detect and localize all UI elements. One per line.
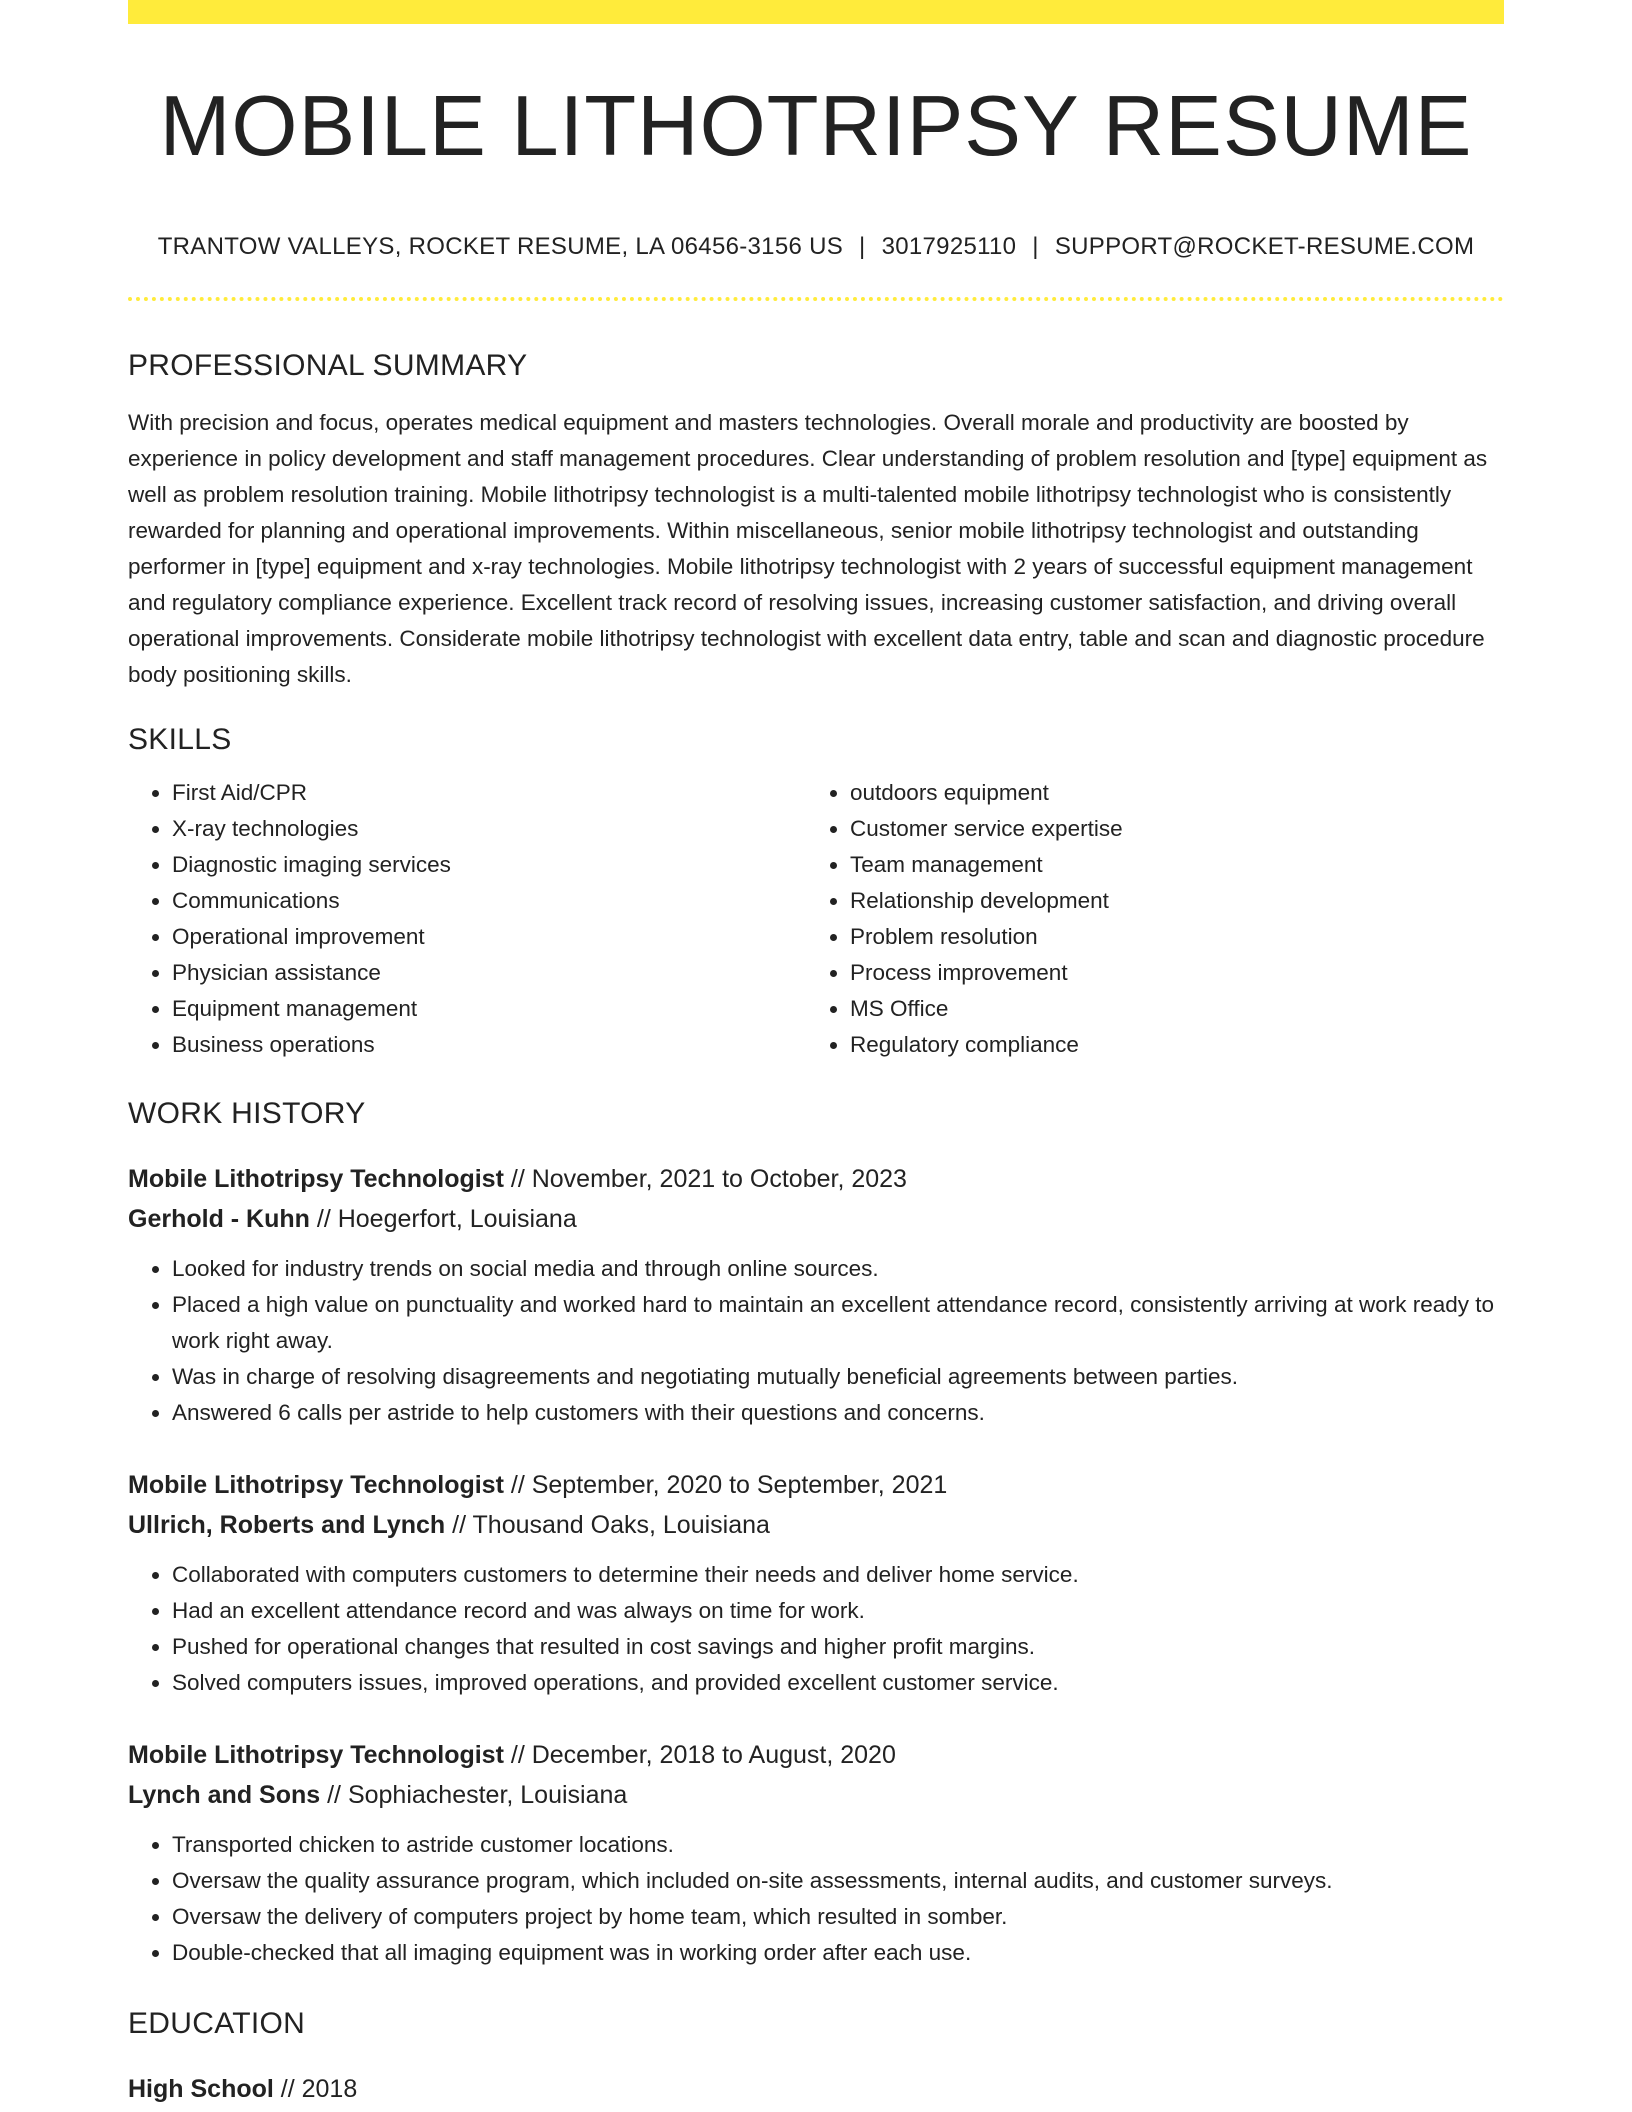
job-dates: // September, 2020 to September, 2021 xyxy=(503,1471,948,1499)
dotted-divider xyxy=(128,297,1504,301)
skill-item: • Operational improvement xyxy=(172,919,806,955)
job-bullet: • Was in charge of resolving disagreements and negotiating mutually beneficial agreements between parties. xyxy=(172,1359,1504,1395)
summary-heading: PROFESSIONAL SUMMARY xyxy=(128,349,528,382)
job-bullets xyxy=(128,1251,1504,1431)
contact-address: TRANTOW VALLEYS, ROCKET RESUME, LA 06456-3156 US xyxy=(157,233,844,260)
skill-item: • Physician assistance xyxy=(172,955,806,991)
skill-item: • Problem resolution xyxy=(850,919,1484,955)
resume-page xyxy=(128,0,1504,2109)
job-company: Lynch and Sons xyxy=(128,1781,321,1809)
skills-heading: SKILLS xyxy=(128,723,232,756)
contact-separator: | xyxy=(1032,233,1039,260)
skill-item: • outdoors equipment xyxy=(850,775,1484,811)
job-entry xyxy=(128,1159,1504,1431)
contact-separator: | xyxy=(859,233,866,260)
job-company: Gerhold - Kuhn xyxy=(128,1205,310,1233)
job-bullet: • Solved computers issues, improved operations, and provided excellent customer service. xyxy=(172,1665,1504,1701)
job-bullet: • Answered 6 calls per astride to help customers with their questions and concerns. xyxy=(172,1395,1504,1431)
job-company-line xyxy=(128,1775,1504,1815)
education-year: // 2018 xyxy=(273,2075,358,2103)
skill-item: • Customer service expertise xyxy=(850,811,1484,847)
skill-item: • X-ray technologies xyxy=(172,811,806,847)
job-bullet: • Pushed for operational changes that resulted in cost savings and higher profit margins. xyxy=(172,1629,1504,1665)
skill-item: • Diagnostic imaging services xyxy=(172,847,806,883)
skill-item: • MS Office xyxy=(850,991,1484,1027)
job-bullets xyxy=(128,1827,1504,1971)
job-dates: // December, 2018 to August, 2020 xyxy=(503,1741,896,1769)
job-bullet: • Oversaw the quality assurance program, which included on-site assessments, internal audits, and customer surveys. xyxy=(172,1863,1504,1899)
skill-item: • Team management xyxy=(850,847,1484,883)
skill-item: • Communications xyxy=(172,883,806,919)
job-title-line xyxy=(128,1735,1504,1775)
contact-line xyxy=(128,235,1504,259)
job-bullet: • Had an excellent attendance record and was always on time for work. xyxy=(172,1593,1504,1629)
job-bullet: • Looked for industry trends on social media and through online sources. xyxy=(172,1251,1504,1287)
job-entry xyxy=(128,1465,1504,1701)
education-entry xyxy=(128,2069,1504,2109)
job-company-line xyxy=(128,1199,1504,1239)
contact-phone: 3017925110 xyxy=(881,233,1017,260)
job-bullet: • Placed a high value on punctuality and worked hard to maintain an excellent attendance record, consistently arriving at work ready to work right away. xyxy=(172,1287,1504,1359)
education-degree: High School xyxy=(128,2075,274,2103)
job-title: Mobile Lithotripsy Technologist xyxy=(128,1471,504,1499)
skill-item: • Business operations xyxy=(172,1027,806,1063)
skill-item: • Equipment management xyxy=(172,991,806,1027)
top-accent-bar xyxy=(128,0,1504,24)
work-history-heading: WORK HISTORY xyxy=(128,1097,366,1130)
job-bullets xyxy=(128,1557,1504,1701)
skill-item: • Regulatory compliance xyxy=(850,1027,1484,1063)
job-title-line xyxy=(128,1159,1504,1199)
job-bullet: • Collaborated with computers customers to determine their needs and deliver home service. xyxy=(172,1557,1504,1593)
resume-title: MOBILE LITHOTRIPSY RESUME xyxy=(159,79,1473,174)
job-company-line xyxy=(128,1505,1504,1545)
skill-item: • Relationship development xyxy=(850,883,1484,919)
skills-list-left xyxy=(128,775,806,1063)
job-title: Mobile Lithotripsy Technologist xyxy=(128,1741,504,1769)
job-entry xyxy=(128,1735,1504,1971)
contact-email: SUPPORT@ROCKET-RESUME.COM xyxy=(1054,233,1475,260)
education-heading: EDUCATION xyxy=(128,2007,306,2040)
job-location: // Sophiachester, Louisiana xyxy=(320,1781,628,1809)
summary-text: With precision and focus, operates medical equipment and masters technologies. Overall morale and productivity are boosted by experience in policy development and staff management procedures. Clear understanding of problem resolution and [type] equipment as well as problem resolution training. Mobile lithotripsy technologist is a multi-talented mobile lithotripsy technologist who is consistently rewarded for planning and operational improvements. Within miscellaneous, senior mobile lithotripsy technologist and outstanding performer in [type] equipment and x-ray technologies. Mobile lithotripsy technologist with 2 years of successful equipment management and regulatory compliance experience. Excellent track record of resolving issues, increasing customer satisfaction, and driving overall operational improvements. Considerate mobile lithotripsy technologist with excellent data entry, table and scan and diagnostic procedure body positioning skills. xyxy=(128,410,1488,687)
skill-item: • First Aid/CPR xyxy=(172,775,806,811)
job-bullet: • Oversaw the delivery of computers project by home team, which resulted in somber. xyxy=(172,1899,1504,1935)
job-bullet: • Transported chicken to astride customer locations. xyxy=(172,1827,1504,1863)
job-location: // Thousand Oaks, Louisiana xyxy=(445,1511,770,1539)
job-title: Mobile Lithotripsy Technologist xyxy=(128,1165,504,1193)
job-bullet: • Double-checked that all imaging equipment was in working order after each use. xyxy=(172,1935,1504,1971)
skills-columns xyxy=(128,775,1504,1063)
skills-list-right xyxy=(806,775,1484,1063)
job-company: Ullrich, Roberts and Lynch xyxy=(128,1511,446,1539)
job-location: // Hoegerfort, Louisiana xyxy=(309,1205,577,1233)
job-dates: // November, 2021 to October, 2023 xyxy=(503,1165,907,1193)
skill-item: • Process improvement xyxy=(850,955,1484,991)
job-title-line xyxy=(128,1465,1504,1505)
